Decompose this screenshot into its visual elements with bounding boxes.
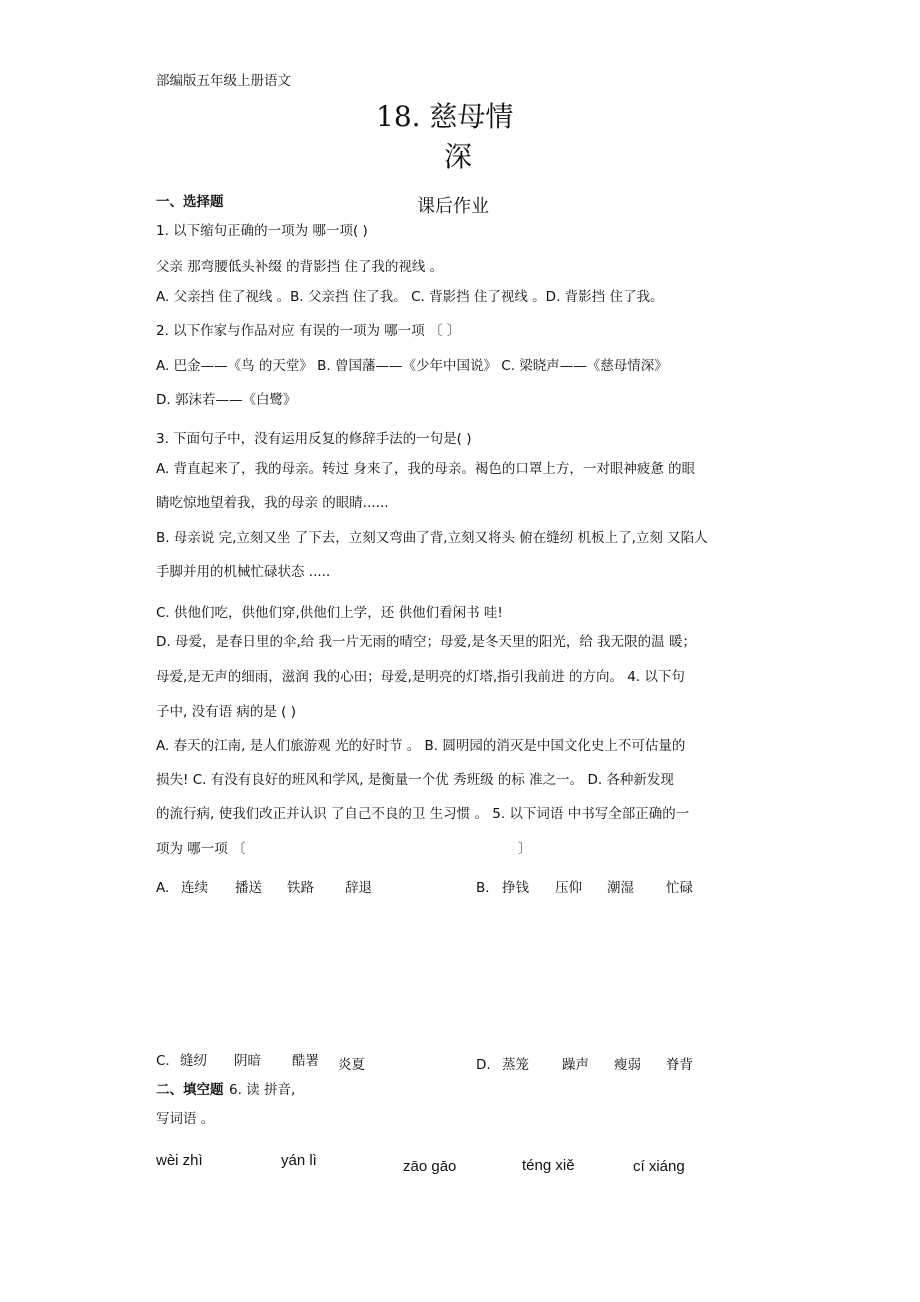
q5-option-a-word: 连续	[181, 880, 208, 896]
q3-option-d-line1: D. 母爱，是春日里的伞,给 我一片无雨的晴空；母爱,是冬天里的阳光，给 我无限的温 暖；	[156, 634, 696, 650]
q5-option-b-word: 挣钱	[502, 880, 529, 896]
q3-option-c: C. 供他们吃，供他们穿,供他们上学，还 供他们看闲书 哇!	[156, 605, 503, 621]
pinyin-item: yán lì	[281, 1152, 317, 1169]
book-header: 部编版五年级上册语文	[156, 73, 291, 89]
q5-option-c-label: C.	[156, 1053, 170, 1069]
q5-option-c-word: 酷署	[292, 1053, 319, 1069]
q5-option-d-word: 蒸笼	[502, 1057, 529, 1073]
section2-heading: 二、填空题	[156, 1082, 224, 1098]
q4-options-line1: A. 春天的江南, 是人们旅游观 光的好时节 。 B. 圆明园的消灭是中国文化史上不可估量的	[156, 738, 686, 754]
q3-stem: 3. 下面句子中，没有运用反复的修辞手法的一句是( )	[156, 431, 472, 447]
lesson-title-line2: 深	[444, 140, 473, 173]
q3-option-b-line1: B. 母亲说 完,立刻又坐 了下去，立刻又弯曲了背,立刻又将头 俯在缝纫 机板上了,立刻 又陷人	[156, 530, 708, 546]
section1-heading: 一、选择题	[156, 194, 224, 210]
q3-option-b-line2: 手脚并用的机械忙碌状态 .....	[156, 564, 331, 580]
q5-option-a-word: 辞退	[345, 880, 372, 896]
pinyin-item: téng xiě	[522, 1157, 575, 1174]
q5-option-d-label: D.	[476, 1057, 491, 1073]
q3-option-a-line2: 睛吃惊地望着我，我的母亲 的眼睛......	[156, 495, 389, 511]
q5-option-b-word: 压仰	[555, 880, 582, 896]
q5-option-a-word: 播送	[235, 880, 262, 896]
q4-options-line2: 损失! C. 有没有良好的班风和学风, 是衡量一个优 秀班级 的标 准之一。 D. 各种新发现	[156, 772, 674, 788]
lesson-subtitle: 课后作业	[417, 196, 489, 217]
q5-option-a-word: 铁路	[287, 880, 314, 896]
pinyin-item: zāo gāo	[403, 1158, 457, 1175]
q5-option-c-word: 炎夏	[338, 1057, 365, 1073]
q4-stem: 子中, 没有语 病的是 ( )	[156, 704, 296, 720]
q1-sentence: 父亲 那弯腰低头补缀 的背影挡 住了我的视线 。	[156, 259, 444, 275]
q1-stem: 1. 以下缩句正确的一项为 哪一项( )	[156, 223, 368, 239]
q6-stem: 6. 读 拼音,	[229, 1082, 296, 1098]
q2-options-line1: A. 巴金——《鸟 的天堂》 B. 曾国藩——《少年中国说》 C. 梁晓声——《慈母情深》	[156, 358, 668, 374]
q2-stem: 2. 以下作家与作品对应 有误的一项为 哪一项 〔 〕	[156, 323, 461, 339]
q3-option-a-line1: A. 背直起来了，我的母亲。转过 身来了，我的母亲。褐色的口罩上方，一对眼神疲惫 的眼	[156, 461, 696, 477]
q5-option-b-label: B.	[476, 880, 490, 896]
q4-options-line3: 的流行病, 使我们改正并认识 了自己不良的卫 生习惯 。 5. 以下词语 中书写全部正确的一	[156, 806, 690, 822]
q2-options-line2: D. 郭沫若——《白鹭》	[156, 392, 297, 408]
q5-stem-bracket: 〕	[518, 841, 532, 857]
q5-option-d-word: 脊背	[666, 1057, 693, 1073]
q5-option-b-word: 忙碌	[666, 880, 693, 896]
q5-option-c-word: 阴暗	[234, 1053, 261, 1069]
q1-options: A. 父亲挡 住了视线 。B. 父亲挡 住了我。 C. 背影挡 住了视线 。D. 背影挡 住了我。	[156, 289, 664, 305]
q5-option-d-word: 躁声	[562, 1057, 589, 1073]
q5-option-c-word: 缝纫	[180, 1053, 207, 1069]
q3-option-d-line2: 母爱,是无声的细雨，滋润 我的心田；母爱,是明亮的灯塔,指引我前进 的方向。 4. 以下句	[156, 669, 685, 685]
pinyin-item: wèi zhì	[156, 1152, 203, 1169]
pinyin-item: cí xiáng	[633, 1158, 685, 1175]
lesson-title-line1: 18. 慈母情	[376, 100, 514, 133]
q5-stem: 项为 哪一项 〔	[156, 841, 246, 857]
q5-option-a-label: A.	[156, 880, 170, 896]
q6-stem-cont: 写词语 。	[156, 1111, 215, 1127]
q5-option-b-word: 潮湿	[607, 880, 634, 896]
q5-option-d-word: 瘦弱	[614, 1057, 641, 1073]
